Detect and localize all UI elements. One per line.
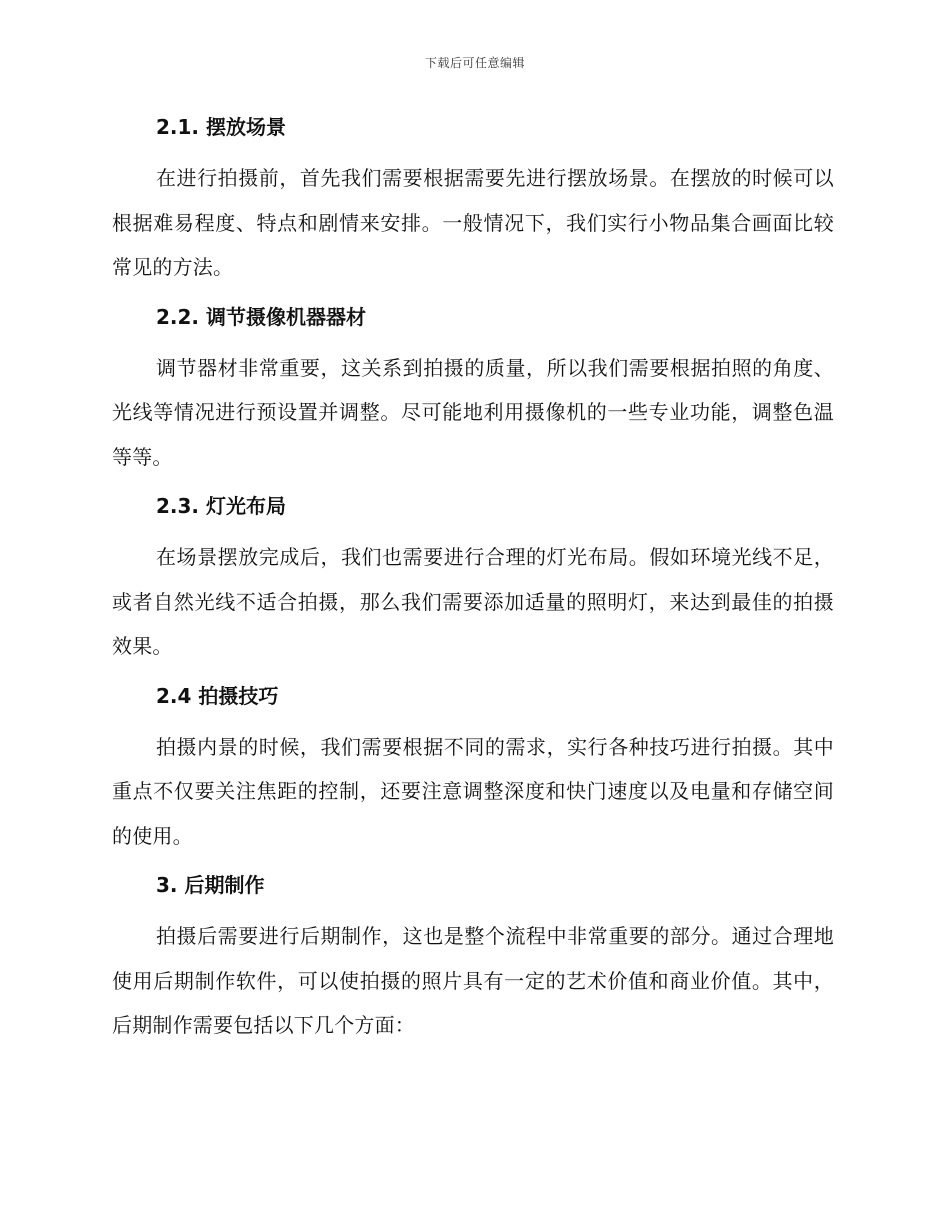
section-heading-2-2: 2.2. 调节摄像机器器材 [156,304,366,329]
section-paragraph-3: 拍摄后需要进行后期制作，这也是整个流程中非常重要的部分。通过合理地使用后期制作软件，可以使拍摄的照片具有一定的艺术价值和商业价值。其中，后期制作需要包括以下几个方面： [112,924,834,1037]
document-body [112,112,834,1060]
section-heading-2-4: 2.4 拍摄技巧 [156,683,279,708]
section-paragraph-2-2: 调节器材非常重要，这关系到拍摄的质量，所以我们需要根据拍照的角度、光线等情况进行预设置并调整。尽可能地利用摄像机的一些专业功能，调整色温等等。 [112,355,834,469]
section-heading-2-1: 2.1. 摆放场景 [156,115,286,139]
section-heading-3: 3. 后期制作 [156,873,265,897]
section-paragraph-2-1: 在进行拍摄前，首先我们需要根据需要先进行摆放场景。在摆放的时候可以根据难易程度、特点和剧情来安排。一般情况下，我们实行小物品集合画面比较常见的方法。 [112,166,834,279]
section-heading-2-3: 2.3. 灯光布局 [156,494,286,518]
header-note: 下载后可任意编辑 [424,56,525,70]
section-paragraph-2-4: 拍摄内景的时候，我们需要根据不同的需求，实行各种技巧进行拍摄。其中重点不仅要关注焦距的控制，还要注意调整深度和快门速度以及电量和存储空间的使用。 [112,734,834,848]
section-paragraph-2-3: 在场景摆放完成后，我们也需要进行合理的灯光布局。假如环境光线不足，或者自然光线不适合拍摄，那么我们需要添加适量的照明灯，来达到最佳的拍摄效果。 [112,545,834,658]
